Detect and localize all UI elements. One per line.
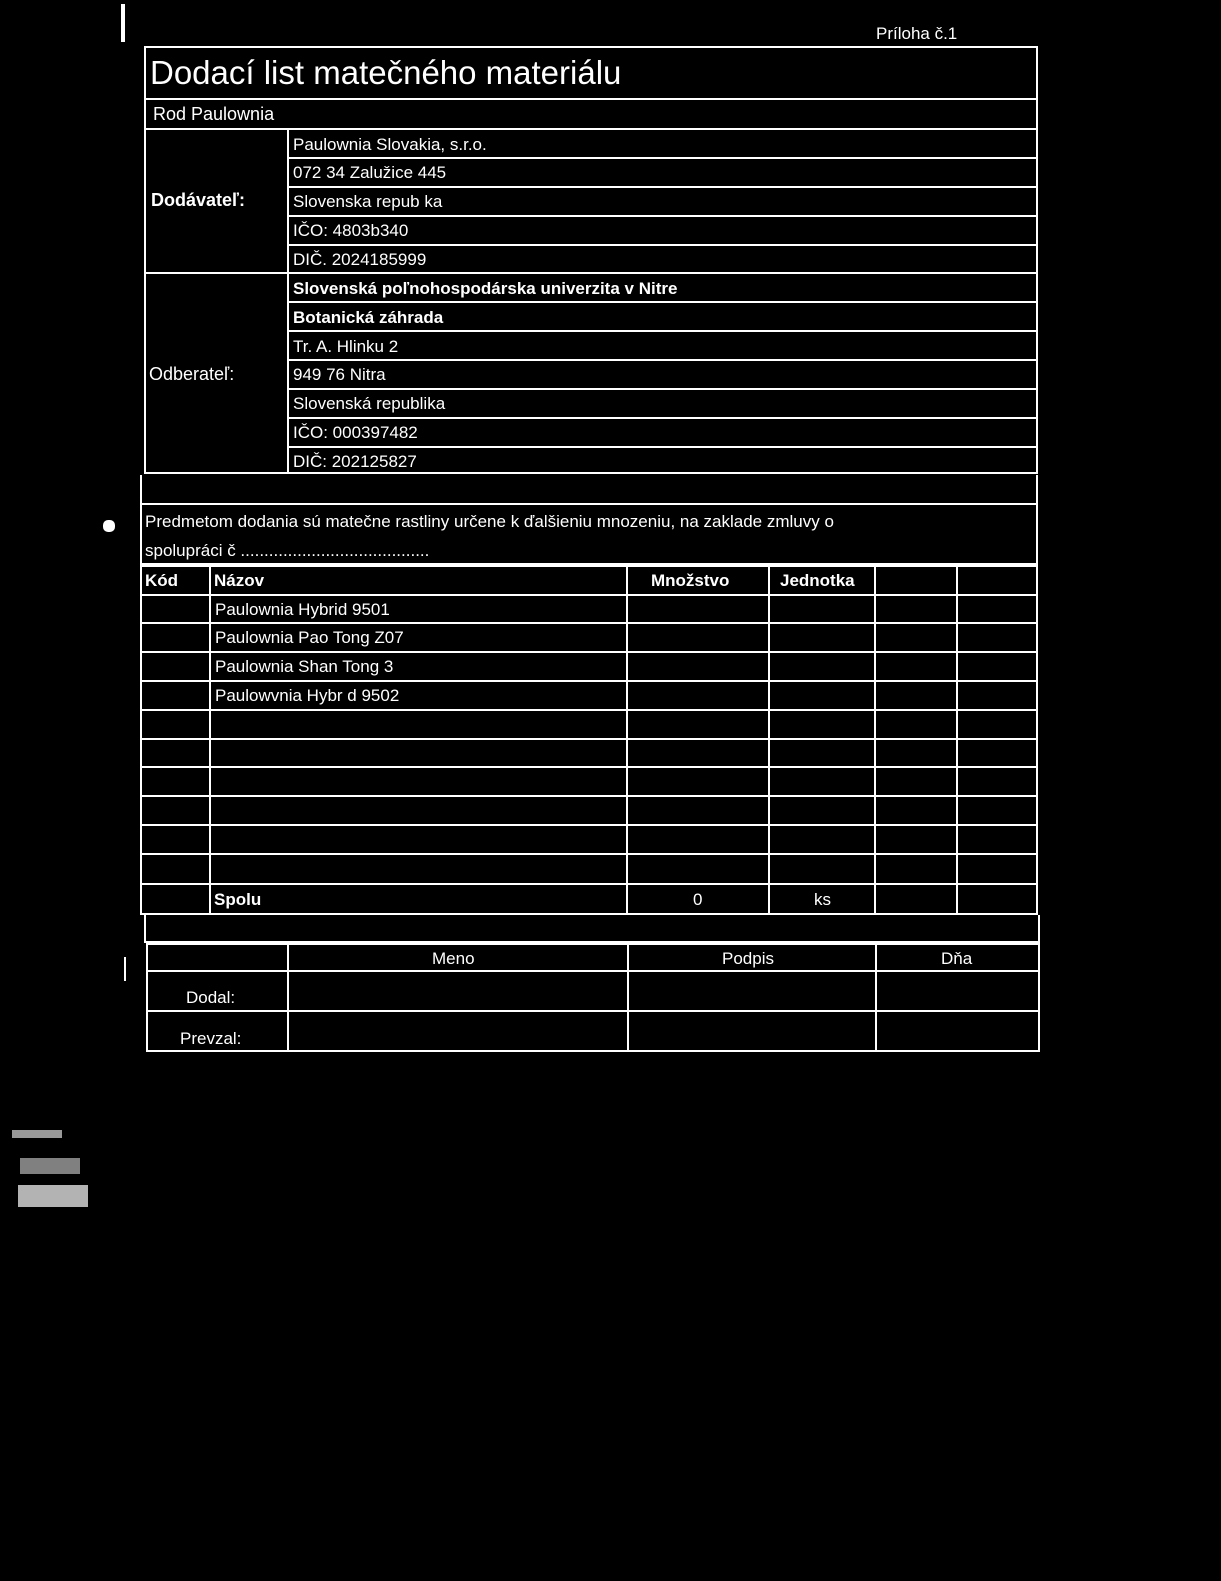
divider <box>874 565 876 915</box>
total-quantity: 0 <box>693 890 703 909</box>
signature-header-date: Dňa <box>941 949 973 968</box>
divider <box>287 388 1038 390</box>
signatures-table-frame <box>146 943 1040 1052</box>
customer-line: Slovenská poľnohospodárska univerzita v Nitre <box>293 279 678 298</box>
supplier-label: Dodávateľ: <box>151 190 245 210</box>
divider <box>146 1010 1040 1012</box>
customer-label: Odberateľ: <box>149 364 235 384</box>
divider <box>626 565 628 885</box>
scan-artifact <box>20 1158 80 1174</box>
divider <box>140 680 1038 682</box>
supplier-line: 072 34 Zalužice 445 <box>293 163 447 182</box>
divider <box>146 970 1040 972</box>
annex-label: Príloha č.1 <box>876 24 958 43</box>
document-title: Dodací list matečného materiálu <box>150 54 622 91</box>
divider <box>140 622 1038 624</box>
customer-line: IČO: 000397482 <box>293 423 418 442</box>
divider <box>287 157 1038 159</box>
scan-artifact <box>18 1185 88 1207</box>
scan-artifact <box>12 1130 62 1138</box>
column-header-unit: Jednotka <box>780 571 855 590</box>
divider <box>626 883 628 915</box>
total-row <box>209 883 876 915</box>
spacer-row <box>140 475 1038 505</box>
column-header-quantity: Množstvo <box>651 571 730 590</box>
divider <box>768 883 770 915</box>
divider <box>140 824 1038 826</box>
divider <box>768 565 770 885</box>
divider <box>287 215 1038 217</box>
signature-row-label: Prevzal: <box>180 1029 242 1048</box>
divider <box>287 417 1038 419</box>
divider <box>287 301 1038 303</box>
table-row: Paulownia Shan Tong 3 <box>215 657 394 676</box>
customer-line: Slovenská republika <box>293 394 446 413</box>
divider <box>144 272 1038 274</box>
signature-header-signature: Podpis <box>722 949 774 968</box>
customer-line: Tr. A. Hlinku 2 <box>293 337 399 356</box>
divider <box>140 795 1038 797</box>
scan-artifact <box>121 4 125 42</box>
divider <box>140 594 1038 596</box>
divider <box>287 943 289 1052</box>
column-header-name: Názov <box>214 571 265 590</box>
supplier-line: DIČ. 2024185999 <box>293 250 427 269</box>
subject-line: Predmetom dodania sú matečne rastliny určene k ďalšieniu mnozeniu, na zaklade zmluvy o <box>145 512 834 531</box>
genus-label: Rod Paulownia <box>153 104 275 124</box>
divider <box>287 359 1038 361</box>
customer-line: Botanická záhrada <box>293 308 444 327</box>
divider <box>140 709 1038 711</box>
table-row: Paulownia Hybrid 9501 <box>215 600 390 619</box>
divider <box>144 128 1038 130</box>
divider <box>140 766 1038 768</box>
divider <box>956 565 958 915</box>
header-frame <box>144 46 1038 474</box>
divider <box>287 186 1038 188</box>
subject-line: spolupráci č ........................................ <box>145 541 430 560</box>
divider <box>287 244 1038 246</box>
signature-header-name: Meno <box>432 949 475 968</box>
divider <box>287 446 1038 448</box>
column-header-code: Kód <box>145 571 179 590</box>
divider <box>140 853 1038 855</box>
supplier-line: IČO: 4803b340 <box>293 221 409 240</box>
spacer-row <box>144 915 1040 943</box>
scan-artifact <box>103 520 115 532</box>
total-label: Spolu <box>214 890 262 909</box>
supplier-line: Slovenska repub ka <box>293 192 443 211</box>
divider <box>287 330 1038 332</box>
scan-artifact <box>124 957 126 981</box>
total-unit: ks <box>814 890 831 909</box>
divider <box>140 651 1038 653</box>
table-row: Paulownia Pao Tong Z07 <box>215 628 404 647</box>
table-row: Paulowvnia Hybr d 9502 <box>215 686 400 705</box>
customer-line: DIČ: 202125827 <box>293 452 417 471</box>
divider <box>209 565 211 885</box>
divider <box>627 943 629 1052</box>
divider <box>875 943 877 1052</box>
supplier-line: Paulownia Slovakia, s.r.o. <box>293 135 487 154</box>
customer-line: 949 76 Nitra <box>293 365 386 384</box>
signature-row-label: Dodal: <box>186 988 236 1007</box>
divider <box>144 98 1038 100</box>
divider <box>140 738 1038 740</box>
